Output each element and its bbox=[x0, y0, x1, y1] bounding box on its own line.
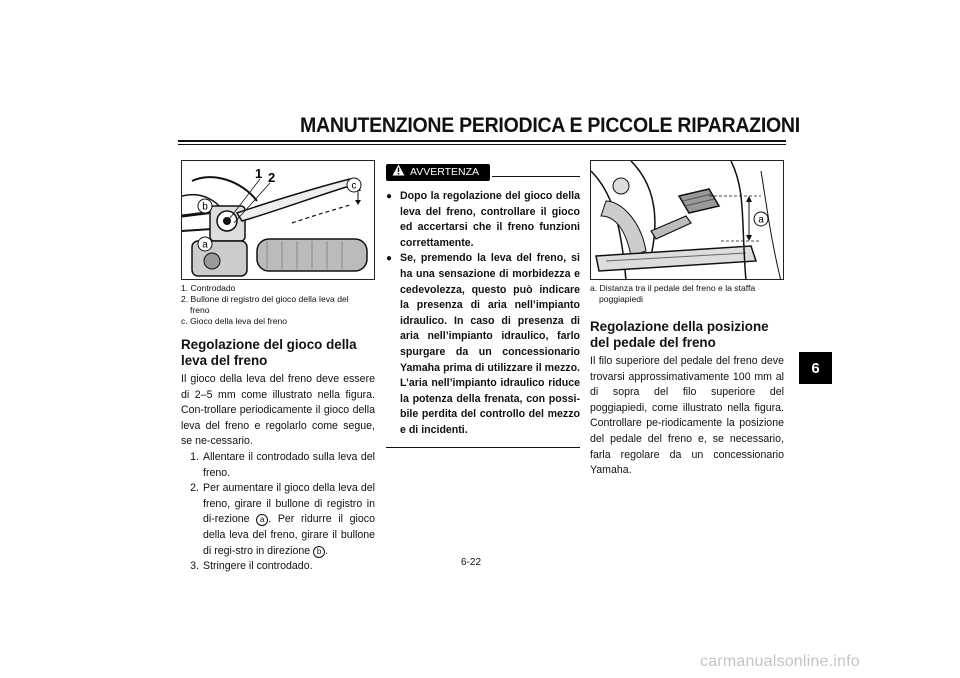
bullet-icon: ● bbox=[386, 191, 393, 202]
circled-b-icon: b bbox=[313, 546, 325, 558]
warning-bottom-rule bbox=[386, 447, 580, 448]
figure-captions bbox=[590, 283, 784, 305]
figure-label-a: a bbox=[758, 214, 764, 226]
header-rule bbox=[178, 140, 786, 142]
step-number: 1. bbox=[190, 450, 199, 463]
figure-captions bbox=[181, 283, 375, 327]
caption-item: c. Gioco della leva del freno bbox=[181, 316, 288, 326]
warning-triangle-icon bbox=[392, 164, 405, 182]
step-number: 3. bbox=[190, 560, 199, 573]
step-number: 2. bbox=[190, 482, 199, 495]
header-rule-thin bbox=[178, 144, 786, 145]
caption-item: poggiapiedi bbox=[599, 294, 643, 304]
step-text: Stringere il controdado. bbox=[203, 560, 313, 573]
column-left bbox=[181, 160, 375, 575]
circled-a-icon: a bbox=[256, 514, 268, 526]
column-right bbox=[590, 160, 784, 479]
warning-rule bbox=[492, 176, 580, 177]
warning-header bbox=[386, 164, 580, 184]
brake-lever-illustration bbox=[182, 161, 375, 280]
list-item bbox=[181, 450, 375, 481]
figure-label-c: c bbox=[351, 180, 357, 192]
brake-pedal-figure bbox=[590, 160, 784, 280]
page-header-title: MANUTENZIONE PERIODICA E PICCOLE RIPARAZIONI bbox=[300, 114, 800, 137]
step-text bbox=[203, 481, 375, 559]
figure-label-1: 1 bbox=[255, 166, 263, 181]
warning-badge bbox=[386, 164, 490, 181]
column-middle bbox=[386, 164, 580, 448]
figure-label-a: a bbox=[202, 239, 208, 251]
page-number: 6-22 bbox=[461, 557, 482, 568]
step-text-part: Per aumentare il gioco della leva del freno, girare il bullone di registro in di-rezione bbox=[203, 482, 375, 526]
chapter-tab[interactable]: 6 bbox=[799, 352, 832, 384]
figure-label-b: b bbox=[202, 201, 208, 213]
brake-lever-figure bbox=[181, 160, 375, 280]
step-list bbox=[181, 450, 375, 575]
caption-item: 1. Controdado bbox=[181, 283, 236, 293]
warning-bullets bbox=[386, 189, 580, 439]
bullet-icon: ● bbox=[386, 253, 393, 265]
step-text-part: . Per ridurre il gioco della leva del freno, girare il bullone di regi-stro in direzione bbox=[203, 513, 375, 557]
step-text: Allentare il controdado sulla leva del freno. bbox=[203, 450, 375, 479]
intro-paragraph: Il gioco della leva del freno deve essere di 2–5 mm come illustrato nella figura. Con-trollare periodicamente il gioco della leva del freno e regolarlo come segue, se ne-cessario. bbox=[181, 373, 375, 448]
step-text-part: . bbox=[325, 544, 329, 557]
caption-item: a. Distanza tra il pedale del freno e la staffa bbox=[590, 283, 756, 293]
warning-label: AVVERTENZA bbox=[410, 165, 480, 178]
section-title-pedal-position: Regolazione della posizione del pedale del freno bbox=[590, 319, 769, 350]
caption-item: freno bbox=[190, 305, 210, 315]
watermark-text: carmanualsonline.info bbox=[700, 653, 860, 670]
figure-label-2: 2 bbox=[268, 170, 276, 185]
caption-item: 2. Bullone di registro del gioco della leva del bbox=[181, 294, 349, 304]
list-item bbox=[386, 189, 580, 251]
section-title-lever-play: Regolazione del gioco della leva del freno bbox=[181, 337, 357, 368]
list-item bbox=[386, 251, 580, 438]
list-item bbox=[181, 481, 375, 559]
pedal-paragraph: Il filo superiore del pedale del freno deve trovarsi approssimativamente 100 mm al di sopra del filo superiore del poggiapiedi, come illustrato nella figura. Controllare pe-riodicamente la posizione del pedale del freno e, se necessario, farla regolare da un concessionario Yamaha. bbox=[590, 355, 784, 477]
bullet-text: Se, premendo la leva del freno, si ha una sensazione di morbidezza e cedevolezza, questo può indicare la presenza di aria nell’impianto idraulico. In caso di presenza di aria nell’impianto idraulico, farlo spurgare da un concessionario Yamaha prima di utilizzare il mezzo. L’aria nell’impianto idraulico riduce la potenza della frenata, con possi-bile perdita del controllo del mezzo e di incidenti. bbox=[400, 252, 580, 436]
brake-pedal-illustration bbox=[591, 161, 784, 280]
list-item bbox=[181, 559, 375, 575]
bullet-text: Dopo la regolazione del gioco della leva del freno, controllare il gioco ed accertarsi che il freno funzioni correttamente. bbox=[400, 190, 580, 249]
